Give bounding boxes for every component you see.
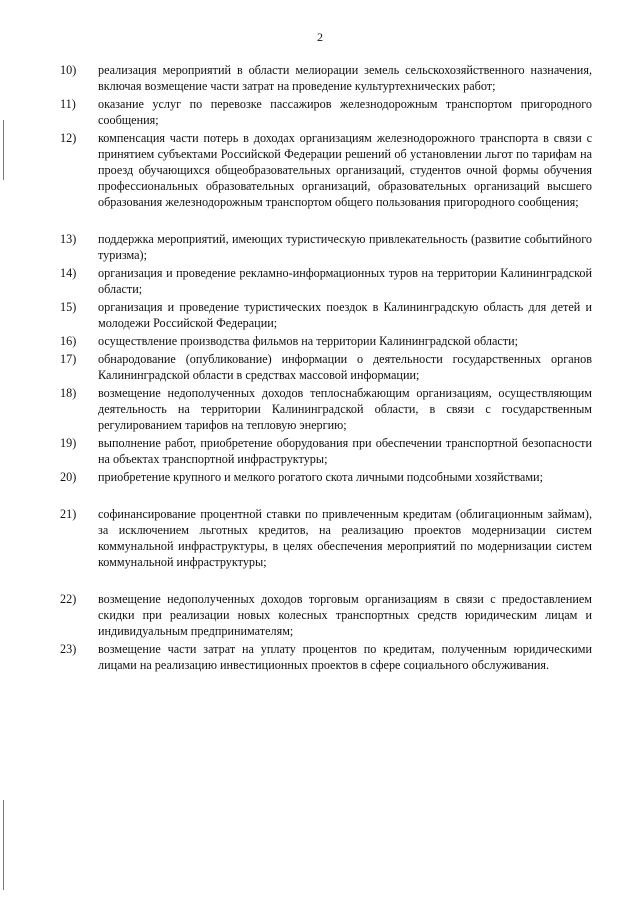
item-text: поддержка мероприятий, имеющих туристическую привлекательность (развитие событийного туризма); <box>98 232 592 262</box>
item-number: 15) <box>60 300 77 314</box>
item-number: 22) <box>60 592 77 606</box>
item-text: организация и проведение рекламно-информационных туров на территории Калининградской области; <box>98 266 592 296</box>
item-text: возмещение части затрат на уплату процентов по кредитам, полученным юридическими лицами на реализацию инвестиционных проектов в сфере социального обслуживания. <box>98 642 592 672</box>
numbered-list <box>60 62 592 675</box>
list-item <box>60 506 592 570</box>
list-item <box>60 385 592 433</box>
scan-edge-mark <box>3 120 4 180</box>
list-item <box>60 351 592 383</box>
item-text: возмещение недополученных доходов торговым организациям в связи с предоставлением скидки при реализации новых колесных транспортных средств юридическим лицам и индивидуальным предпринимателям; <box>98 592 592 638</box>
item-text: выполнение работ, приобретение оборудования при обеспечении транспортной безопасности на объектах транспортной инфраструктуры; <box>98 436 592 466</box>
item-number: 17) <box>60 352 77 366</box>
list-item <box>60 231 592 263</box>
item-number: 20) <box>60 470 77 484</box>
item-text: осуществление производства фильмов на территории Калининградской области; <box>98 334 518 348</box>
item-number: 11) <box>60 97 76 111</box>
list-item <box>60 591 592 639</box>
item-text: компенсация части потерь в доходах организациям железнодорожного транспорта в связи с принятием субъектами Российской Федерации решений об установлении льгот по тарифам на проезд обучающихся общеобразовательных организаций, студентов очной формы обучения профессиональных образовательных организаций, образовательных организаций высшего образования железнодорожным транспортом общего пользования пригородного сообщения; <box>98 131 592 209</box>
item-text: оказание услуг по перевозке пассажиров железнодорожным транспортом пригородного сообщения; <box>98 97 592 127</box>
list-item <box>60 130 592 210</box>
item-number: 19) <box>60 436 77 450</box>
item-number: 12) <box>60 131 77 145</box>
item-number: 13) <box>60 232 77 246</box>
item-number: 10) <box>60 63 77 77</box>
scan-edge-mark <box>3 800 4 890</box>
item-number: 21) <box>60 507 77 521</box>
list-item <box>60 299 592 331</box>
list-item <box>60 96 592 128</box>
item-number: 18) <box>60 386 77 400</box>
list-item <box>60 469 592 485</box>
list-item <box>60 435 592 467</box>
list-item <box>60 265 592 297</box>
item-text: софинансирование процентной ставки по привлеченным кредитам (облигационным займам), за исключением льготных кредитов, на реализацию проектов модернизации систем коммунальной инфраструктуры, в целях обеспечения мероприятий по модернизации систем коммунальной инфраструктуры; <box>98 507 592 569</box>
item-text: организация и проведение туристических поездок в Калининградскую область для детей и молодежи Российской Федерации; <box>98 300 592 330</box>
item-text: реализация мероприятий в области мелиорации земель сельскохозяйственного назначения, включая возмещение части затрат на проведение культуртехнических работ; <box>98 63 592 93</box>
list-item <box>60 62 592 94</box>
item-text: приобретение крупного и мелкого рогатого скота личными подсобными хозяйствами; <box>98 470 543 484</box>
list-item <box>60 333 592 349</box>
item-text: обнародование (опубликование) информации о деятельности государственных органов Калининградской области в средствах массовой информации; <box>98 352 592 382</box>
page-number: 2 <box>317 30 323 44</box>
list-item <box>60 641 592 673</box>
item-text: возмещение недополученных доходов теплоснабжающим организациям, осуществляющим деятельность на территории Калининградской области, в связи с государственным регулированием тарифов на тепловую энергию; <box>98 386 592 432</box>
item-number: 23) <box>60 642 77 656</box>
item-number: 14) <box>60 266 77 280</box>
item-number: 16) <box>60 334 77 348</box>
